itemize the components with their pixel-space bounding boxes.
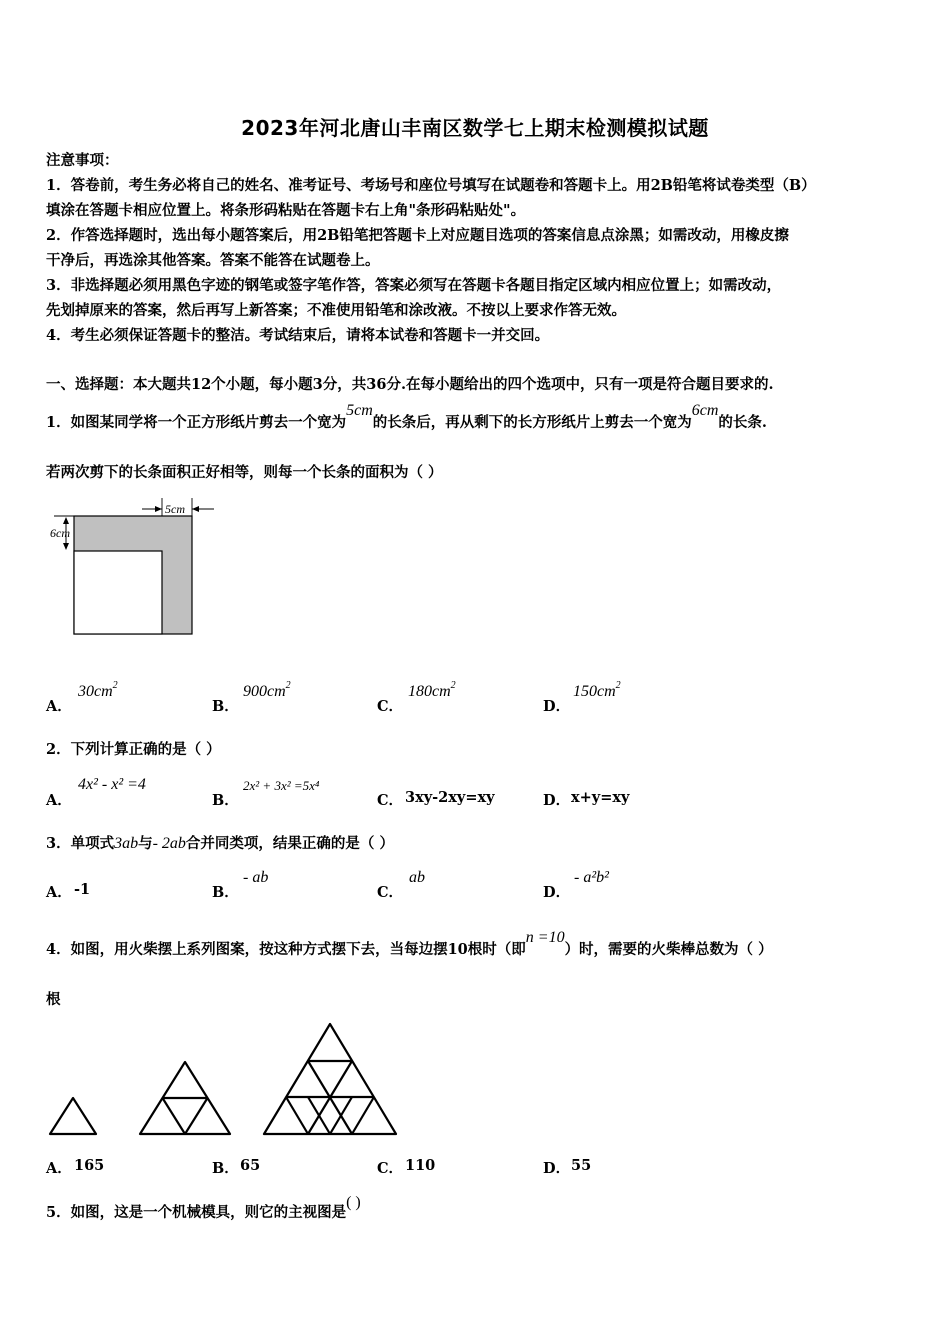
option-letter: A． <box>46 884 72 901</box>
question-1-line1 <box>46 402 767 433</box>
math-3ab: 3ab <box>114 835 139 852</box>
option-value: 165 <box>74 1157 105 1174</box>
notice-line: 4．考生必须保证答题卡的整洁。考试结束后，请将本试卷和答题卡一并交回。 <box>46 327 550 344</box>
option-letter: D． <box>543 698 571 715</box>
option-exponent: 2 <box>112 680 118 691</box>
option-value: 150cm <box>573 683 616 700</box>
question-text: 1．如图某同学将一个正方形纸片剪去一个宽为 <box>46 414 347 431</box>
option-value: - a²b² <box>574 869 609 886</box>
question-text: 合并同类项，结果正确的是（ ） <box>185 835 394 852</box>
question-1-line2: 若两次剪下的长条面积正好相等，则每一个长条的面积为（ ） <box>46 464 443 481</box>
math-width-5cm: 5cm <box>346 402 373 419</box>
option-value <box>78 680 118 701</box>
notice-line: 先划掉原来的答案，然后再写上新答案；不准使用铅笔和涂改液。不按以上要求作答无效。 <box>46 302 626 319</box>
notice-line: 干净后，再选涂其他答案。答案不能答在试题卷上。 <box>46 252 380 269</box>
option-value: ab <box>409 869 425 886</box>
math-n-equals-10: n =10 <box>525 929 565 946</box>
option-letter: B． <box>212 1160 239 1177</box>
question-4-line1 <box>46 929 773 960</box>
remaining-square <box>74 551 162 634</box>
option-value: 900cm <box>243 683 286 700</box>
question-text: 的长条. <box>718 414 767 431</box>
option-letter: C． <box>377 792 404 809</box>
option-value: - ab <box>243 869 269 886</box>
triangle-n1 <box>50 1098 96 1134</box>
option-value <box>408 680 456 701</box>
question-5-text <box>46 1194 361 1223</box>
math-minus-2ab: - 2ab <box>152 835 186 852</box>
option-value: 180cm <box>408 683 451 700</box>
option-letter: C． <box>377 1160 404 1177</box>
option-value: 30cm <box>78 683 113 700</box>
option-letter: A． <box>46 698 72 715</box>
option-value: x+y=xy <box>571 789 630 806</box>
question-text: 的长条后，再从剩下的长方形纸片上剪去一个宽为 <box>372 414 692 431</box>
label-5cm: 5cm <box>165 502 185 516</box>
question-text: 3．单项式 <box>46 835 115 852</box>
question-text: 5．如图，这是一个机械模具，则它的主视图是 <box>46 1204 347 1221</box>
question-text: 与 <box>138 835 153 852</box>
matchstick-triangles-figure <box>46 1020 402 1138</box>
option-value: 110 <box>405 1157 436 1174</box>
option-letter: D． <box>543 792 571 809</box>
option-value: 4x² - x² =4 <box>78 776 146 793</box>
option-value: 55 <box>571 1157 592 1174</box>
label-6cm: 6cm <box>50 526 70 540</box>
option-letter: B． <box>212 698 239 715</box>
option-value <box>243 680 291 701</box>
option-exponent: 2 <box>615 680 621 691</box>
option-letter: C． <box>377 884 404 901</box>
question-2-text: 2．下列计算正确的是（ ） <box>46 741 221 758</box>
notice-line: 1．答卷前，考生务必将自己的姓名、准考证号、考场号和座位号填写在试题卷和答题卡上。用2B铅笔将试卷类型（B） <box>46 177 816 194</box>
option-value: -1 <box>74 881 91 898</box>
question-4-line2: 根 <box>46 991 61 1008</box>
triangle-n3 <box>264 1024 396 1134</box>
option-letter: B． <box>212 792 239 809</box>
section-heading: 一、选择题：本大题共12个小题，每小题3分，共36分.在每小题给出的四个选项中，只有一项是符合题目要求的. <box>46 376 774 393</box>
option-exponent: 2 <box>450 680 456 691</box>
option-letter: D． <box>543 884 571 901</box>
option-value: 3xy-2xy=xy <box>405 789 495 806</box>
notice-line: 填涂在答题卡相应位置上。将条形码粘贴在答题卡右上角"条形码粘贴处"。 <box>46 202 526 219</box>
question-3-text <box>46 834 394 854</box>
option-letter: D． <box>543 1160 571 1177</box>
option-value <box>573 680 621 701</box>
notice-line: 2．作答选择题时，选出每小题答案后，用2B铅笔把答题卡上对应题目选项的答案信息点涂黑；如需改动，用橡皮擦 <box>46 227 789 244</box>
square-paper-figure <box>44 498 224 640</box>
notice-line: 3．非选择题必须用黑色字迹的钢笔或签字笔作答，答案必须写在答题卡各题目指定区域内相应位置上；如需改动， <box>46 277 782 294</box>
notice-heading: 注意事项： <box>46 152 119 169</box>
question-text: 4．如图，用火柴摆上系列图案，按这种方式摆下去，当每边摆10根时（即 <box>46 941 526 958</box>
question-text: ）时，需要的火柴棒总数为（ ） <box>564 941 773 958</box>
option-letter: A． <box>46 1160 72 1177</box>
option-letter: C． <box>377 698 404 715</box>
option-value: 65 <box>240 1157 261 1174</box>
page-title: 2023年河北唐山丰南区数学七上期末检测模拟试题 <box>241 116 709 140</box>
option-exponent: 2 <box>285 680 291 691</box>
option-letter: B． <box>212 884 239 901</box>
math-width-6cm: 6cm <box>691 402 719 419</box>
option-letter: A． <box>46 792 72 809</box>
option-value: 2x² + 3x² =5x⁴ <box>243 778 320 793</box>
answer-paren: ( ) <box>346 1194 361 1211</box>
